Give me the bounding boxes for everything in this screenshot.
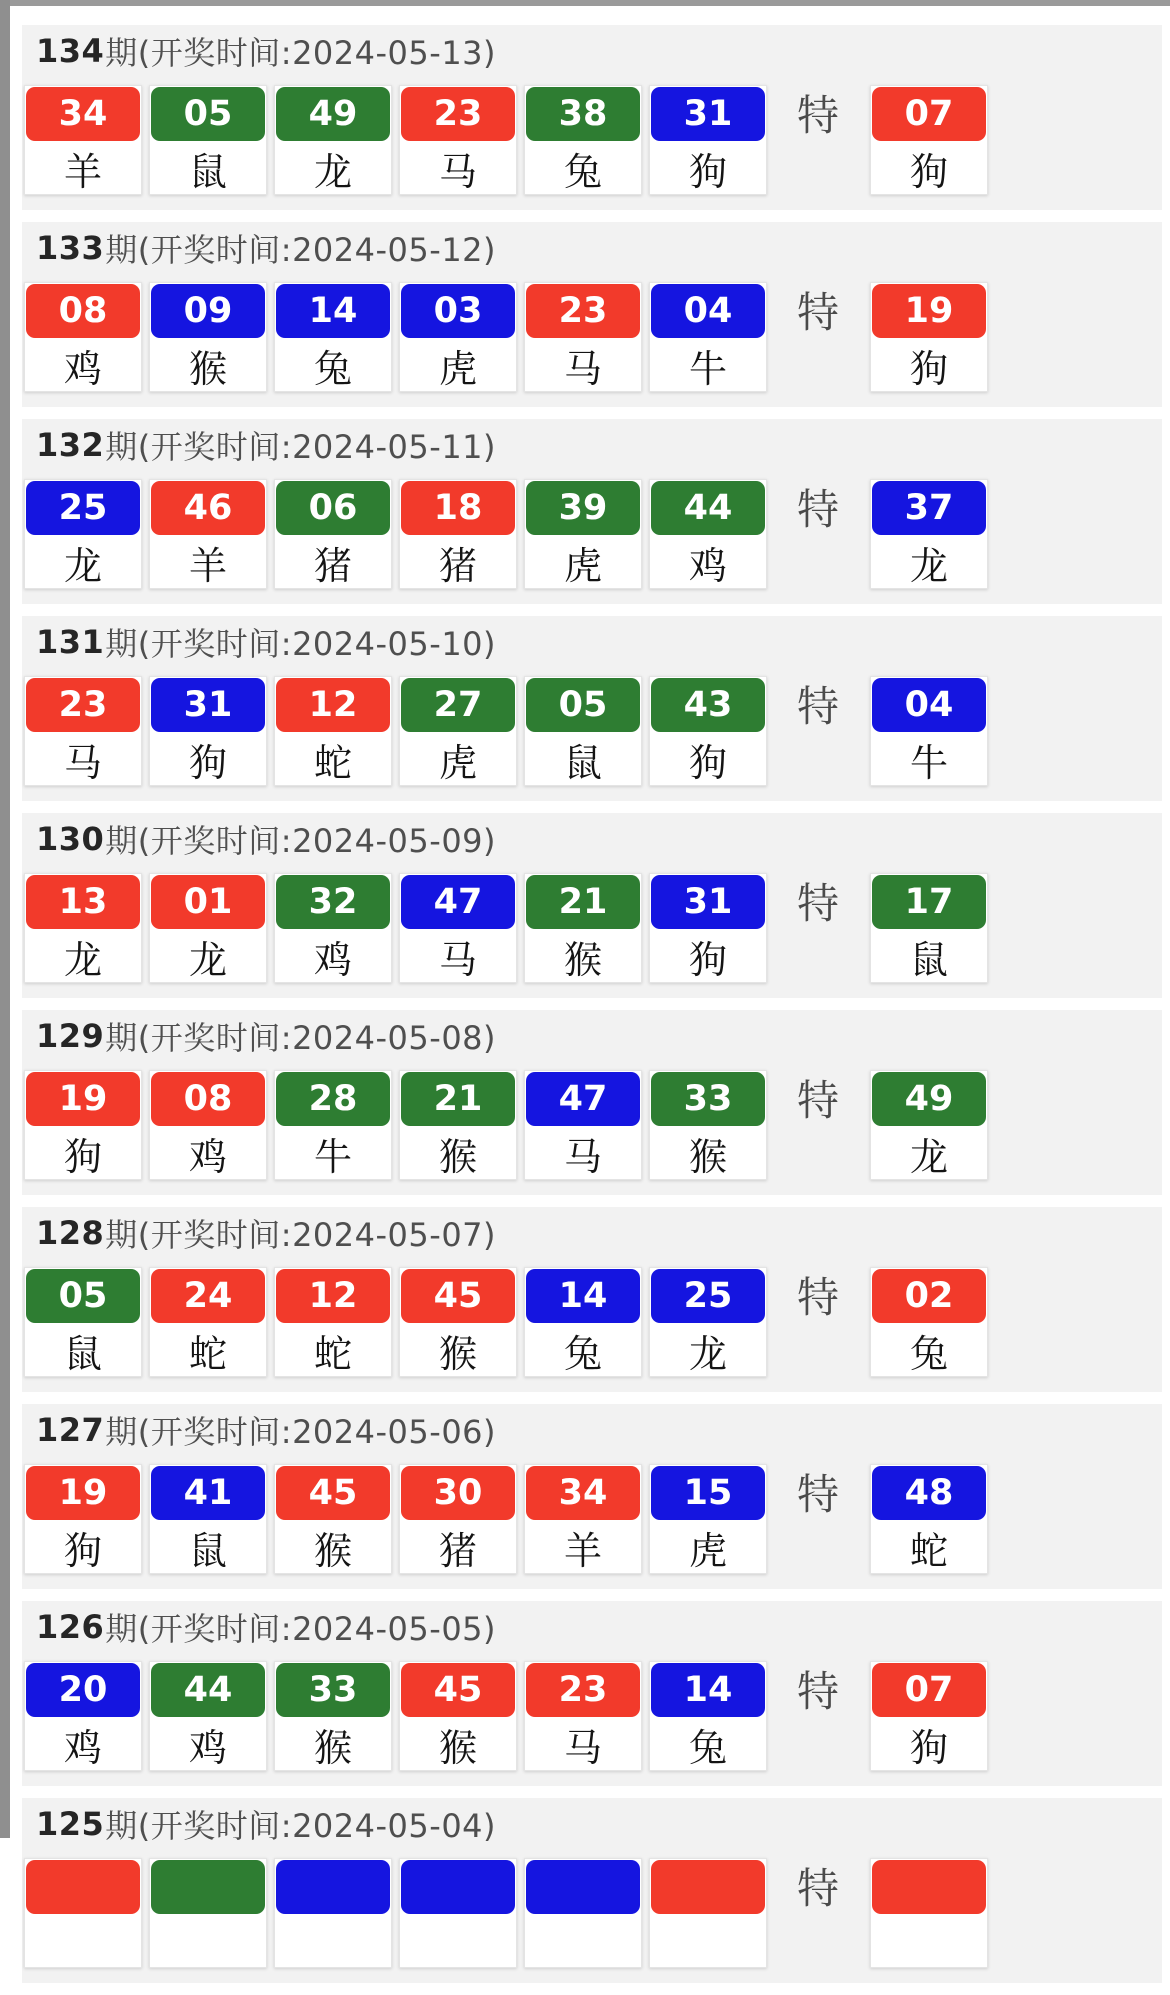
- period-header: [22, 1798, 1162, 1850]
- lottery-ball: 43: [651, 678, 765, 732]
- zodiac-label: 虎: [563, 543, 602, 588]
- lottery-ball: 08: [151, 1072, 265, 1126]
- special-marker: 特: [796, 1076, 839, 1125]
- ball-cell: [24, 1464, 142, 1574]
- ball-cell: [399, 1661, 517, 1771]
- lottery-ball: 05: [26, 1269, 140, 1323]
- period-number: 132: [36, 426, 105, 464]
- special-ball-cell: [870, 479, 988, 589]
- zodiac-label: 牛: [909, 740, 948, 785]
- period-header: [22, 616, 1162, 668]
- lottery-ball: 12: [276, 678, 390, 732]
- lottery-ball: 34: [526, 1466, 640, 1520]
- ball-cell: [524, 479, 642, 589]
- lottery-ball: 23: [401, 87, 515, 141]
- ball-cell: [399, 1464, 517, 1574]
- lottery-ball: 23: [26, 678, 140, 732]
- period-number: 125: [36, 1805, 105, 1843]
- lottery-ball: 21: [401, 1072, 515, 1126]
- zodiac-label: 狗: [188, 740, 227, 785]
- ball-cell: [524, 1661, 642, 1771]
- zodiac-label: 鼠: [563, 740, 602, 785]
- ball-cell: [24, 1661, 142, 1771]
- ball-cell: [149, 85, 267, 195]
- ball-cell: [24, 1858, 142, 1968]
- zodiac-label: 狗: [63, 1528, 102, 1573]
- lottery-ball: 04: [872, 678, 986, 732]
- lottery-ball: 25: [26, 481, 140, 535]
- ball-cell: [649, 85, 767, 195]
- special-ball-cell: [870, 676, 988, 786]
- period-draw-time: 期(开奖时间:2024-05-10): [105, 625, 497, 663]
- ball-row: [22, 1062, 1162, 1180]
- zodiac-label: 虎: [438, 346, 477, 391]
- ball-cell: [24, 873, 142, 983]
- ball-cell: [649, 676, 767, 786]
- ball-cell: [24, 282, 142, 392]
- ball-row: [22, 274, 1162, 392]
- lottery-ball: 14: [651, 1663, 765, 1717]
- lottery-ball: [401, 1860, 515, 1914]
- ball-cell: [149, 1070, 267, 1180]
- ball-cell: [274, 1464, 392, 1574]
- ball-cell: [649, 1661, 767, 1771]
- ball-cell: [24, 479, 142, 589]
- zodiac-label: [400, 1915, 516, 1967]
- period-header: [22, 1207, 1162, 1259]
- zodiac-label: 猴: [313, 1528, 352, 1573]
- lottery-ball: 31: [651, 87, 765, 141]
- lottery-ball: 19: [26, 1072, 140, 1126]
- period-block: [22, 1601, 1162, 1786]
- zodiac-label: 虎: [688, 1528, 727, 1573]
- zodiac-label: [871, 1915, 987, 1967]
- lottery-ball: 14: [526, 1269, 640, 1323]
- zodiac-label: 龙: [63, 543, 102, 588]
- zodiac-label: 猴: [438, 1331, 477, 1376]
- ball-cell: [524, 1858, 642, 1968]
- period-block: [22, 1798, 1162, 1983]
- ball-cell: [149, 873, 267, 983]
- period-header: [22, 419, 1162, 471]
- ball-cell: [649, 873, 767, 983]
- lottery-ball: 06: [276, 481, 390, 535]
- special-marker: 特: [796, 91, 839, 140]
- zodiac-label: 蛇: [313, 740, 352, 785]
- lottery-ball: [151, 1860, 265, 1914]
- lottery-ball: [872, 1860, 986, 1914]
- zodiac-label: 虎: [438, 740, 477, 785]
- zodiac-label: 龙: [313, 149, 352, 194]
- ball-cell: [149, 282, 267, 392]
- period-number: 126: [36, 1608, 105, 1646]
- lottery-ball: 33: [651, 1072, 765, 1126]
- ball-cell: [524, 1464, 642, 1574]
- lottery-ball: 33: [276, 1663, 390, 1717]
- lottery-ball: 04: [651, 284, 765, 338]
- lottery-ball: 18: [401, 481, 515, 535]
- special-ball-cell: [870, 1070, 988, 1180]
- ball-row: [22, 1850, 1162, 1968]
- ball-cell: [649, 1070, 767, 1180]
- zodiac-label: 猴: [438, 1725, 477, 1770]
- ball-cell: [399, 479, 517, 589]
- ball-cell: [274, 1661, 392, 1771]
- zodiac-label: 鸡: [188, 1725, 227, 1770]
- special-marker: 特: [796, 485, 839, 534]
- lottery-ball: 30: [401, 1466, 515, 1520]
- lottery-ball: 38: [526, 87, 640, 141]
- period-number: 130: [36, 820, 105, 858]
- zodiac-label: 羊: [188, 543, 227, 588]
- ball-cell: [24, 676, 142, 786]
- ball-cell: [149, 676, 267, 786]
- lottery-ball: 44: [151, 1663, 265, 1717]
- period-header: [22, 813, 1162, 865]
- ball-cell: [274, 1267, 392, 1377]
- special-ball-cell: [870, 873, 988, 983]
- zodiac-label: 鼠: [909, 937, 948, 982]
- period-block: [22, 1207, 1162, 1392]
- special-marker: 特: [796, 1667, 839, 1716]
- zodiac-label: 猴: [438, 1134, 477, 1179]
- zodiac-label: 狗: [909, 346, 948, 391]
- lottery-ball: 45: [401, 1269, 515, 1323]
- zodiac-label: 龙: [909, 1134, 948, 1179]
- special-ball-cell: [870, 1267, 988, 1377]
- lottery-ball: 17: [872, 875, 986, 929]
- zodiac-label: 猪: [438, 1528, 477, 1573]
- lottery-ball: 48: [872, 1466, 986, 1520]
- special-ball-cell: [870, 1464, 988, 1574]
- ball-row: [22, 471, 1162, 589]
- lottery-ball: 05: [151, 87, 265, 141]
- period-draw-time: 期(开奖时间:2024-05-11): [105, 428, 497, 466]
- screen-left-edge: [0, 0, 10, 1838]
- lottery-ball: 32: [276, 875, 390, 929]
- zodiac-label: 鸡: [313, 937, 352, 982]
- ball-cell: [24, 85, 142, 195]
- ball-cell: [274, 479, 392, 589]
- ball-cell: [274, 85, 392, 195]
- ball-row: [22, 77, 1162, 195]
- ball-cell: [524, 1267, 642, 1377]
- zodiac-label: 猴: [688, 1134, 727, 1179]
- ball-cell: [274, 282, 392, 392]
- period-draw-time: 期(开奖时间:2024-05-05): [105, 1610, 497, 1648]
- zodiac-label: 猴: [313, 1725, 352, 1770]
- lottery-ball: 23: [526, 284, 640, 338]
- lottery-ball: 49: [872, 1072, 986, 1126]
- lottery-ball: 08: [26, 284, 140, 338]
- lottery-ball: 45: [276, 1466, 390, 1520]
- ball-row: [22, 1259, 1162, 1377]
- ball-cell: [524, 676, 642, 786]
- zodiac-label: 蛇: [188, 1331, 227, 1376]
- zodiac-label: 龙: [188, 937, 227, 982]
- lottery-ball: 34: [26, 87, 140, 141]
- zodiac-label: 马: [438, 937, 477, 982]
- period-number: 134: [36, 32, 105, 70]
- zodiac-label: [650, 1915, 766, 1967]
- lottery-ball: 19: [26, 1466, 140, 1520]
- special-ball-cell: [870, 1858, 988, 1968]
- zodiac-label: 鼠: [188, 1528, 227, 1573]
- lottery-ball: [276, 1860, 390, 1914]
- zodiac-label: 龙: [688, 1331, 727, 1376]
- ball-cell: [399, 1858, 517, 1968]
- ball-cell: [649, 1267, 767, 1377]
- special-marker: 特: [796, 682, 839, 731]
- lottery-ball: 21: [526, 875, 640, 929]
- zodiac-label: 鼠: [63, 1331, 102, 1376]
- ball-cell: [524, 282, 642, 392]
- lottery-ball: 23: [526, 1663, 640, 1717]
- lottery-ball: 44: [651, 481, 765, 535]
- period-number: 128: [36, 1214, 105, 1252]
- period-draw-time: 期(开奖时间:2024-05-08): [105, 1019, 497, 1057]
- zodiac-label: 狗: [909, 1725, 948, 1770]
- zodiac-label: 马: [563, 1134, 602, 1179]
- zodiac-label: 兔: [909, 1331, 948, 1376]
- zodiac-label: 兔: [688, 1725, 727, 1770]
- period-block: [22, 813, 1162, 998]
- lottery-ball: 28: [276, 1072, 390, 1126]
- period-draw-time: 期(开奖时间:2024-05-04): [105, 1807, 497, 1845]
- lottery-ball: 41: [151, 1466, 265, 1520]
- ball-cell: [524, 85, 642, 195]
- special-marker: 特: [796, 1470, 839, 1519]
- period-draw-time: 期(开奖时间:2024-05-07): [105, 1216, 497, 1254]
- ball-cell: [649, 1858, 767, 1968]
- ball-cell: [399, 85, 517, 195]
- ball-row: [22, 668, 1162, 786]
- lottery-ball: 39: [526, 481, 640, 535]
- zodiac-label: [25, 1915, 141, 1967]
- period-header: [22, 1010, 1162, 1062]
- lottery-ball: 02: [872, 1269, 986, 1323]
- period-block: [22, 616, 1162, 801]
- zodiac-label: 狗: [688, 740, 727, 785]
- lottery-ball: [526, 1860, 640, 1914]
- lottery-ball: 31: [651, 875, 765, 929]
- ball-cell: [274, 676, 392, 786]
- lottery-ball: 37: [872, 481, 986, 535]
- special-ball-cell: [870, 85, 988, 195]
- special-ball-cell: [870, 282, 988, 392]
- zodiac-label: 羊: [563, 1528, 602, 1573]
- ball-cell: [149, 1858, 267, 1968]
- special-marker: 特: [796, 288, 839, 337]
- period-block: [22, 25, 1162, 210]
- lottery-ball: 19: [872, 284, 986, 338]
- zodiac-label: 猴: [188, 346, 227, 391]
- zodiac-label: 蛇: [313, 1331, 352, 1376]
- period-block: [22, 222, 1162, 407]
- ball-cell: [274, 1070, 392, 1180]
- period-draw-time: 期(开奖时间:2024-05-09): [105, 822, 497, 860]
- ball-cell: [524, 1070, 642, 1180]
- lottery-ball: 46: [151, 481, 265, 535]
- special-marker: 特: [796, 1273, 839, 1322]
- ball-cell: [399, 1070, 517, 1180]
- lottery-ball: 01: [151, 875, 265, 929]
- ball-cell: [274, 1858, 392, 1968]
- lottery-ball: 27: [401, 678, 515, 732]
- ball-cell: [24, 1267, 142, 1377]
- lottery-ball: 31: [151, 678, 265, 732]
- period-block: [22, 1404, 1162, 1589]
- results-list: [22, 25, 1162, 1995]
- zodiac-label: [150, 1915, 266, 1967]
- lottery-ball: [26, 1860, 140, 1914]
- lottery-ball: 47: [401, 875, 515, 929]
- period-block: [22, 419, 1162, 604]
- lottery-ball: [651, 1860, 765, 1914]
- zodiac-label: 马: [438, 149, 477, 194]
- ball-cell: [399, 676, 517, 786]
- zodiac-label: 马: [63, 740, 102, 785]
- zodiac-label: 鼠: [188, 149, 227, 194]
- lottery-ball: 12: [276, 1269, 390, 1323]
- lottery-ball: 47: [526, 1072, 640, 1126]
- period-draw-time: 期(开奖时间:2024-05-12): [105, 231, 497, 269]
- ball-cell: [149, 1661, 267, 1771]
- lottery-ball: 09: [151, 284, 265, 338]
- special-ball-cell: [870, 1661, 988, 1771]
- lottery-ball: 49: [276, 87, 390, 141]
- ball-cell: [399, 282, 517, 392]
- zodiac-label: [525, 1915, 641, 1967]
- period-block: [22, 1010, 1162, 1195]
- ball-cell: [149, 479, 267, 589]
- ball-cell: [274, 873, 392, 983]
- ball-cell: [149, 1267, 267, 1377]
- zodiac-label: 兔: [313, 346, 352, 391]
- lottery-ball: 15: [651, 1466, 765, 1520]
- period-header: [22, 1601, 1162, 1653]
- zodiac-label: 鸡: [688, 543, 727, 588]
- ball-cell: [24, 1070, 142, 1180]
- zodiac-label: 牛: [688, 346, 727, 391]
- lottery-ball: 07: [872, 87, 986, 141]
- ball-row: [22, 865, 1162, 983]
- ball-row: [22, 1456, 1162, 1574]
- ball-cell: [149, 1464, 267, 1574]
- zodiac-label: 狗: [688, 149, 727, 194]
- zodiac-label: 鸡: [63, 1725, 102, 1770]
- lottery-ball: 13: [26, 875, 140, 929]
- period-number: 127: [36, 1411, 105, 1449]
- zodiac-label: 狗: [63, 1134, 102, 1179]
- zodiac-label: 猴: [563, 937, 602, 982]
- period-header: [22, 1404, 1162, 1456]
- lottery-ball: 25: [651, 1269, 765, 1323]
- lottery-ball: 45: [401, 1663, 515, 1717]
- ball-cell: [649, 479, 767, 589]
- period-header: [22, 222, 1162, 274]
- zodiac-label: 马: [563, 346, 602, 391]
- period-number: 131: [36, 623, 105, 661]
- lottery-ball: 05: [526, 678, 640, 732]
- ball-cell: [399, 873, 517, 983]
- lottery-ball: 07: [872, 1663, 986, 1717]
- lottery-ball: 14: [276, 284, 390, 338]
- period-header: [22, 25, 1162, 77]
- period-draw-time: 期(开奖时间:2024-05-13): [105, 34, 497, 72]
- zodiac-label: 兔: [563, 1331, 602, 1376]
- zodiac-label: 羊: [63, 149, 102, 194]
- zodiac-label: 鸡: [188, 1134, 227, 1179]
- period-draw-time: 期(开奖时间:2024-05-06): [105, 1413, 497, 1451]
- ball-cell: [649, 282, 767, 392]
- zodiac-label: 狗: [688, 937, 727, 982]
- lottery-ball: 03: [401, 284, 515, 338]
- zodiac-label: 狗: [909, 149, 948, 194]
- zodiac-label: [275, 1915, 391, 1967]
- zodiac-label: 马: [563, 1725, 602, 1770]
- period-number: 133: [36, 229, 105, 267]
- zodiac-label: 龙: [63, 937, 102, 982]
- zodiac-label: 鸡: [63, 346, 102, 391]
- period-number: 129: [36, 1017, 105, 1055]
- zodiac-label: 蛇: [909, 1528, 948, 1573]
- lottery-ball: 20: [26, 1663, 140, 1717]
- special-marker: 特: [796, 1864, 839, 1913]
- special-marker: 特: [796, 879, 839, 928]
- zodiac-label: 牛: [313, 1134, 352, 1179]
- ball-cell: [524, 873, 642, 983]
- zodiac-label: 猪: [313, 543, 352, 588]
- zodiac-label: 兔: [563, 149, 602, 194]
- ball-cell: [649, 1464, 767, 1574]
- ball-row: [22, 1653, 1162, 1771]
- lottery-ball: 24: [151, 1269, 265, 1323]
- ball-cell: [399, 1267, 517, 1377]
- zodiac-label: 猪: [438, 543, 477, 588]
- screen-top-edge: [0, 0, 1170, 6]
- zodiac-label: 龙: [909, 543, 948, 588]
